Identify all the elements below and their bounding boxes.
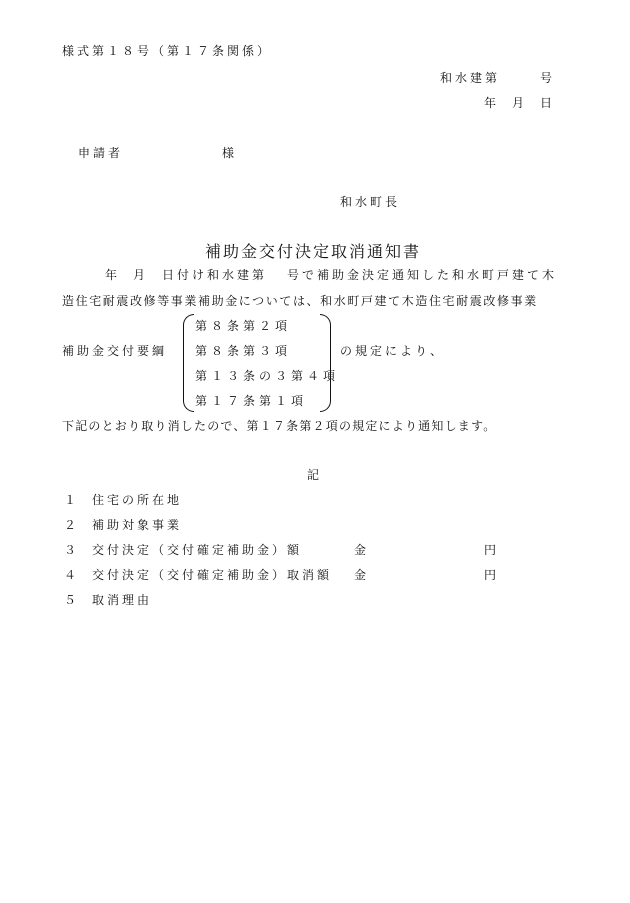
- item-3-kin: 金: [354, 543, 367, 557]
- item-2-label: 補助対象事業: [92, 518, 183, 532]
- item-4-label: 交付決定（交付確定補助金）取消額: [92, 568, 333, 582]
- body-line1-rest: 号で補助金決定通知した和水町戸建て木: [287, 268, 558, 282]
- applicant-honorific: 様: [222, 146, 235, 160]
- item-4-number: ４: [64, 568, 77, 582]
- guideline-label: 補助金交付要綱: [62, 344, 168, 358]
- left-brace: [183, 314, 194, 412]
- doc-number-suffix: 号: [540, 71, 553, 85]
- clause-1: 第８条第２項: [195, 319, 292, 333]
- date-year: 年: [484, 96, 497, 110]
- item-3-label: 交付決定（交付確定補助金）額: [92, 543, 303, 557]
- item-1-label: 住宅の所在地: [92, 493, 183, 507]
- item-2-number: ２: [64, 518, 77, 532]
- issuer-name: 和水町長: [340, 195, 401, 209]
- form-number: 様式第１８号（第１７条関係）: [62, 44, 273, 58]
- notes-heading: 記: [307, 468, 320, 482]
- body-final-line: 下記のとおり取り消したので、第１７条第２項の規定により通知します。: [62, 419, 497, 433]
- body-year: 年: [105, 268, 118, 282]
- doc-number-prefix: 和水建第: [440, 71, 501, 85]
- clause-3: 第１３条の３第４項: [195, 369, 340, 383]
- item-5-number: ５: [64, 593, 77, 607]
- body-day-part: 日付け和水建第: [162, 268, 268, 282]
- date-day: 日: [540, 96, 553, 110]
- item-1-number: １: [64, 493, 77, 507]
- right-brace: [320, 314, 331, 412]
- item-4-en: 円: [484, 568, 497, 582]
- item-3-en: 円: [484, 543, 497, 557]
- item-5-label: 取消理由: [92, 593, 153, 607]
- body-line2: 造住宅耐震改修等事業補助金については、和水町戸建て木造住宅耐震改修事業: [62, 294, 538, 308]
- applicant-label: 申請者: [78, 146, 124, 160]
- item-3-number: ３: [64, 543, 77, 557]
- after-clauses: の規定により、: [340, 344, 446, 358]
- date-month: 月: [512, 96, 525, 110]
- document-title: 補助金交付決定取消通知書: [205, 242, 422, 261]
- clause-2: 第８条第３項: [195, 344, 292, 358]
- item-4-kin: 金: [354, 568, 367, 582]
- body-month: 月: [133, 268, 146, 282]
- clause-4: 第１７条第１項: [195, 394, 308, 408]
